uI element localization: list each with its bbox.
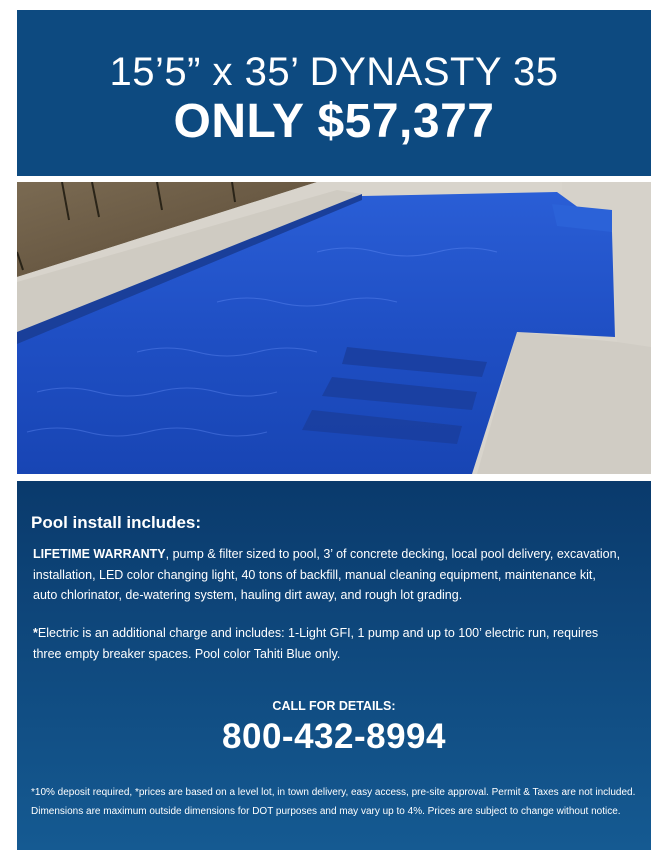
price-title: ONLY $57,377 bbox=[173, 95, 495, 148]
price-banner bbox=[17, 10, 651, 176]
pool-size-title: 15’5” x 35’ DYNASTY 35 bbox=[109, 50, 559, 94]
includes-heading: Pool install includes: bbox=[31, 513, 202, 532]
includes-text: , pump & filter sized to pool, 3’ of concrete decking, local pool delivery, excavation, installation, LED color changing light, 40 tons of backfill, manual cleaning equipment, maintenance kit, auto chlorinator, de-watering system, hauling dirt away, and rough lot grading. bbox=[33, 547, 621, 602]
includes-paragraph bbox=[33, 544, 623, 606]
electric-note bbox=[33, 623, 623, 664]
pool-photo bbox=[17, 182, 651, 474]
phone-number[interactable]: 800-432-8994 bbox=[222, 717, 446, 756]
electric-asterisk: * bbox=[33, 626, 38, 640]
call-label: CALL FOR DETAILS: bbox=[272, 699, 396, 713]
disclaimer: *10% deposit required, *prices are based on a level lot, in town delivery, easy access, pre-site approval. Permit & Taxes are not included. Dimensions are maximum outside dimensions for DOT purposes and may vary up to 4%. Prices are subject to change without notice. bbox=[31, 787, 636, 817]
warranty-label: LIFETIME WARRANTY bbox=[33, 547, 166, 561]
electric-text: Electric is an additional charge and includes: 1-Light GFI, 1 pump and up to 100’ electric run, requires three empty breaker spaces. Pool color Tahiti Blue only. bbox=[33, 626, 599, 661]
details-panel bbox=[17, 481, 651, 850]
